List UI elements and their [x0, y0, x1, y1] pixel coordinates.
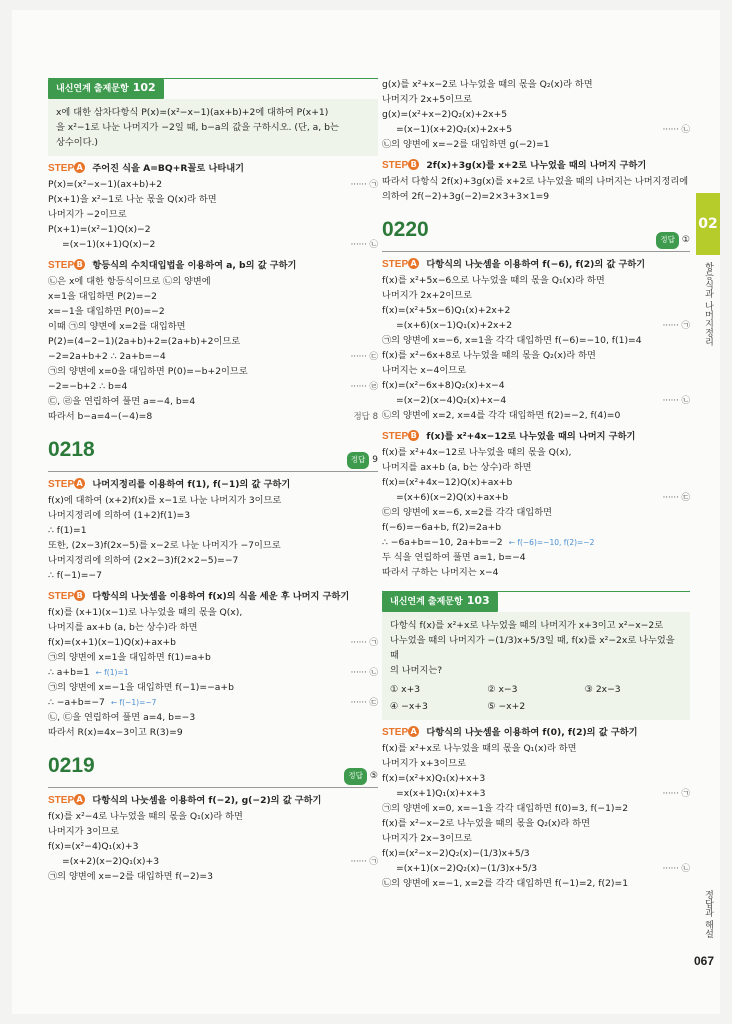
answer-badge: 정답 ⑤ — [344, 768, 378, 785]
solution-line: ㉠의 양변에 x=−2를 대입하면 f(−2)=3 — [48, 870, 213, 882]
step-letter: A — [74, 794, 85, 805]
step-word: STEP — [48, 590, 75, 602]
step-b — [48, 590, 378, 606]
solution-line: f(x)를 x²+5x−6으로 나누었을 때의 몫을 Q₁(x)라 하면 — [382, 275, 605, 286]
problem-line: 나누었을 때의 나머지가 −(1/3)x+5/3일 때, f(x)를 x²−2x로 나누었을 때 — [390, 634, 675, 661]
step-a — [48, 794, 378, 810]
step-title: 나머지정리를 이용하여 f(1), f(−1)의 값 구하기 — [89, 478, 291, 490]
solution-line: 나머지를 ax+b (a, b는 상수)라 하면 — [48, 621, 198, 633]
problem-number: 0220 — [382, 218, 429, 241]
solution-line: f(−6)=−6a+b, f(2)=2a+b — [382, 522, 502, 533]
step-word: STEP — [382, 726, 409, 738]
solution-line: ㉠의 양변에 x=0을 대입하면 P(0)=−b+2이므로 — [48, 365, 248, 377]
step-title: 다항식의 나눗셈을 이용하여 f(0), f(2)의 값 구하기 — [423, 726, 638, 738]
solution-line: P(x+1)=(x²−1)Q(x)−2 — [48, 223, 151, 235]
solution-line: g(x)를 x²+x−2로 나누었을 때의 몫을 Q₂(x)라 하면 — [382, 79, 593, 90]
step-letter: A — [74, 478, 85, 489]
solution-line: 나머지가 −2이므로 — [48, 208, 127, 220]
solution-line: f(x)=(x²−x−2)Q₂(x)−(1/3)x+5/3 — [382, 847, 530, 859]
answer-choice: ② x−3 — [487, 683, 518, 695]
equation-tag: ······ ㉠ — [662, 788, 690, 799]
solution-line: ㉡, ㉢을 연립하여 풀면 a=4, b=−3 — [48, 711, 196, 723]
solution-line: x=−1을 대입하면 P(0)=−2 — [48, 305, 165, 317]
step-letter: B — [74, 259, 85, 270]
equation-tag: ······ ㉢ — [350, 697, 378, 708]
solution-line: 나머지정리에 의하여 (1+2)f(1)=3 — [48, 509, 191, 521]
step-word: STEP — [48, 478, 75, 490]
step-b — [48, 259, 378, 275]
answer-label: 정답과 해설 — [703, 890, 713, 938]
solution-line: f(x)=(x²−4)Q₁(x)+3 — [48, 840, 139, 852]
step-letter: B — [408, 430, 419, 441]
step-word: STEP — [382, 160, 409, 171]
solution-line: f(x)를 x²+4x−12로 나누었을 때의 몫을 Q(x), — [382, 447, 572, 458]
answer-choice: ④ −x+3 — [390, 700, 428, 712]
solution-line: f(x)=(x+1)(x−1)Q(x)+ax+b ······ ㉠ — [48, 636, 378, 651]
solution-line: f(x)를 x²−4로 나누었을 때의 몫을 Q₁(x)라 하면 — [48, 810, 243, 822]
solution-line: x=1을 대입하면 P(2)=−2 — [48, 290, 157, 302]
step-word: STEP — [382, 259, 409, 270]
hint-note: ← f(1)=1 — [95, 667, 129, 677]
solution-line: 나머지정리에 의하여 (2×2−3)f(2×2−5)=−7 — [48, 554, 239, 566]
solution-line: =x(x+1)Q₁(x)+x+3 ······ ㉠ — [382, 787, 690, 802]
equation-tag: ······ ㉡ — [662, 125, 690, 135]
step-title: 항등식의 수치대입법을 이용하여 a, b의 값 구하기 — [89, 259, 297, 271]
solution-line: 나머지가 2x−3이므로 — [382, 832, 472, 844]
solution-line: =(x+1)(x−2)Q₂(x)−(1/3)x+5/3 ······ ㉡ — [382, 862, 690, 877]
step-word: STEP — [48, 259, 75, 271]
step-title: 다항식의 나눗셈을 이용하여 f(−6), f(2)의 값 구하기 — [423, 259, 646, 270]
solution-line: 따라서 b−a=4−(−4)=8 정답 8 — [48, 410, 378, 425]
solution-line: 의하여 2f(−2)+3g(−2)=2×3+3×1=9 — [382, 191, 550, 202]
problem-number: 0219 — [48, 753, 95, 777]
step-title: f(x)를 x²+4x−12로 나누었을 때의 나머지 구하기 — [423, 431, 636, 442]
solution-line: ㉡의 양변에 x=−2를 대입하면 g(−2)=1 — [382, 139, 550, 150]
solution-line: 나머지가 2x+5이므로 — [382, 94, 472, 105]
solution-line: =(x−1)(x+1)Q(x)−2 ······ ㉡ — [48, 238, 378, 253]
step-word: STEP — [382, 431, 409, 442]
equation-tag: ······ ㉠ — [662, 321, 690, 331]
solution-line: =(x+2)(x−2)Q₁(x)+3 ······ ㉠ — [48, 855, 378, 870]
equation-tag: ······ ㉡ — [350, 667, 378, 678]
answer-badge: 정답 9 — [347, 452, 378, 469]
step-title: 주어진 식을 A=BQ+R꼴로 나타내기 — [89, 162, 244, 174]
solution-line: f(x)를 x²−x−2로 나누었을 때의 몫을 Q₂(x)라 하면 — [382, 817, 591, 829]
solution-line: ㉠의 양변에 x=1을 대입하면 f(1)=a+b — [48, 651, 211, 663]
problem-line: 상수이다.) — [56, 136, 99, 148]
page-number: 067 — [693, 954, 714, 968]
solution-line: f(x)를 x²−6x+8로 나누었을 때의 몫을 Q₂(x)라 하면 — [382, 350, 596, 361]
step-letter: A — [408, 258, 419, 269]
solution-line: f(x)를 (x+1)(x−1)로 나누었을 때의 몫을 Q(x), — [48, 606, 243, 618]
step-letter: B — [74, 590, 85, 601]
solution-line: ㉠의 양변에 x=0, x=−1을 각각 대입하면 f(0)=3, f(−1)=2 — [382, 802, 629, 814]
problem-header: 내신연계 출제문항 102 — [48, 79, 164, 99]
solution-line: ㉠의 양변에 x=−6, x=1을 각각 대입하면 f(−6)=−10, f(1)=4 — [382, 335, 642, 346]
hint-note: ← f(−1)=−7 — [110, 697, 157, 707]
problem-line: x에 대한 삼차다항식 P(x)=(x²−x−1)(ax+b)+2에 대하여 P(x+1) — [56, 106, 329, 118]
equation-tag: ······ ㉣ — [350, 381, 378, 392]
solution-line: 두 식을 연립하여 풀면 a=1, b=−4 — [382, 552, 526, 563]
solution-line: 나머지를 ax+b (a, b는 상수)라 하면 — [382, 462, 532, 473]
problem-number: 0218 — [48, 437, 95, 461]
solution-line: ∴ −a+b=−7 ← f(−1)=−7 ······ ㉢ — [48, 696, 378, 711]
solution-line: 나머지는 x−4이므로 — [382, 365, 467, 376]
solution-line: f(x)=(x²+x)Q₁(x)+x+3 — [382, 772, 486, 784]
answer-badge: 정답 ① — [656, 232, 690, 249]
solution-line: f(x)에 대하여 (x+2)f(x)를 x−1로 나눈 나머지가 3이므로 — [48, 494, 282, 506]
problem-line: 을 x²−1로 나눈 나머지가 −2일 때, b−a의 값을 구하시오. (단, a, b는 — [56, 121, 339, 133]
step-b — [382, 430, 690, 446]
page — [12, 10, 720, 1014]
equation-tag: ······ ㉠ — [350, 856, 378, 867]
step-letter: A — [408, 726, 419, 737]
answer-choices — [390, 682, 682, 714]
answer-choice: ① x+3 — [390, 683, 421, 695]
answer-choice: ③ 2x−3 — [584, 683, 621, 695]
equation-tag: ······ ㉡ — [350, 239, 378, 250]
problem-body — [382, 612, 690, 720]
step-word: STEP — [48, 794, 75, 806]
solution-line: ∴ f(−1)=−7 — [48, 569, 102, 581]
solution-line: 따라서 다항식 2f(x)+3g(x)를 x+2로 나누었을 때의 나머지는 나머지정리에 — [382, 176, 689, 187]
step-a — [382, 726, 690, 742]
solution-line: −2=−b+2 ∴ b=4 ······ ㉣ — [48, 380, 378, 395]
solution-line: =(x−1)(x+2)Q₂(x)+2x+5 ······ ㉡ — [382, 123, 690, 138]
step-b — [382, 159, 690, 175]
solution-line: =(x−2)(x−4)Q₂(x)+x−4 ······ ㉡ — [382, 394, 690, 409]
solution-line: −2=2a+b+2 ∴ 2a+b=−4 ······ ㉢ — [48, 350, 378, 365]
step-letter: A — [74, 162, 85, 173]
equation-tag: ······ ㉡ — [662, 396, 690, 406]
solution-line: ㉠의 양변에 x=−1을 대입하면 f(−1)=−a+b — [48, 681, 234, 693]
solution-line: f(x)=(x²+4x−12)Q(x)+ax+b — [382, 477, 513, 488]
solution-line: ∴ f(1)=1 — [48, 524, 87, 536]
step-title: 2f(x)+3g(x)를 x+2로 나누었을 때의 나머지 구하기 — [423, 160, 647, 171]
solution-line: ∴ a+b=1 ← f(1)=1 ······ ㉡ — [48, 666, 378, 681]
right-column — [382, 78, 690, 892]
solution-line: P(x+1)을 x²−1로 나눈 몫을 Q(x)라 하면 — [48, 193, 217, 205]
answer-choice: ⑤ −x+2 — [487, 700, 526, 712]
solution-line: =(x+6)(x−2)Q(x)+ax+b ······ ㉢ — [382, 491, 690, 506]
problem-102 — [48, 78, 378, 156]
solution-line: 이때 ㉠의 양변에 x=2를 대입하면 — [48, 320, 186, 332]
chapter-title: 항등식과 나머지정리 — [703, 262, 713, 346]
solution-line: P(2)=(4−2−1)(2a+b)+2=(2a+b)+2이므로 — [48, 335, 241, 347]
solution-line: 또한, (2x−3)f(2x−5)를 x−2로 나눈 나머지가 −7이므로 — [48, 539, 281, 551]
solution-line: g(x)=(x²+x−2)Q₂(x)+2x+5 — [382, 109, 508, 120]
problem-103 — [382, 591, 690, 720]
solution-line: ㉡의 양변에 x=−1, x=2를 각각 대입하면 f(−1)=2, f(2)=1 — [382, 877, 629, 889]
solution-line: 나머지가 2x+2이므로 — [382, 290, 472, 301]
solution-line: f(x)=(x²+5x−6)Q₁(x)+2x+2 — [382, 305, 511, 316]
problem-body — [48, 99, 378, 156]
equation-tag: ······ ㉢ — [662, 493, 690, 503]
step-title: 다항식의 나눗셈을 이용하여 f(x)의 식을 세운 후 나머지 구하기 — [89, 590, 350, 602]
equation-tag: ······ ㉠ — [350, 179, 378, 190]
solution-line: 나머지가 3이므로 — [48, 825, 119, 837]
step-a — [48, 478, 378, 494]
solution-line: ∴ −6a+b=−10, 2a+b=−2 ← f(−6)=−10, f(2)=−2 — [382, 537, 595, 548]
problem-line: 다항식 f(x)를 x²+x로 나누었을 때의 나머지가 x+3이고 x²−x−2로 — [390, 619, 664, 631]
solution-line: 따라서 구하는 나머지는 x−4 — [382, 567, 499, 578]
step-word: STEP — [48, 162, 75, 174]
solution-line: ㉢, ㉣을 연립하여 풀면 a=−4, b=4 — [48, 395, 196, 407]
solution-line: ㉡은 x에 대한 항등식이므로 ㉡의 양변에 — [48, 275, 211, 287]
equation-tag: ······ ㉢ — [350, 351, 378, 362]
left-column — [48, 78, 378, 885]
solution-line: =(x+6)(x−1)Q₁(x)+2x+2 ······ ㉠ — [382, 319, 690, 334]
solution-line: 나머지가 x+3이므로 — [382, 757, 467, 769]
equation-tag: ······ ㉡ — [662, 863, 690, 874]
chapter-tab: 02 — [696, 193, 720, 255]
solution-line: 따라서 R(x)=4x−3이고 R(3)=9 — [48, 726, 183, 738]
problem-line: 의 나머지는? — [390, 664, 443, 676]
equation-tag: ······ ㉠ — [350, 637, 378, 648]
solution-line: f(x)=(x²−6x+8)Q₂(x)+x−4 — [382, 380, 505, 391]
solution-line: P(x)=(x²−x−1)(ax+b)+2 ······ ㉠ — [48, 178, 378, 193]
step-letter: B — [408, 159, 419, 170]
hint-note: ← f(−6)=−10, f(2)=−2 — [508, 538, 595, 547]
solution-line: ㉢의 양변에 x=−6, x=2를 각각 대입하면 — [382, 507, 552, 518]
solution-line: f(x)를 x²+x로 나누었을 때의 몫을 Q₁(x)라 하면 — [382, 742, 577, 754]
step-title: 다항식의 나눗셈을 이용하여 f(−2), g(−2)의 값 구하기 — [89, 794, 322, 806]
equation-tag: 정답 8 — [353, 411, 378, 422]
step-a — [48, 162, 378, 178]
solution-line: ㉡의 양변에 x=2, x=4를 각각 대입하면 f(2)=−2, f(4)=0 — [382, 410, 621, 421]
problem-header: 내신연계 출제문항 103 — [382, 592, 498, 612]
step-a — [382, 258, 690, 274]
